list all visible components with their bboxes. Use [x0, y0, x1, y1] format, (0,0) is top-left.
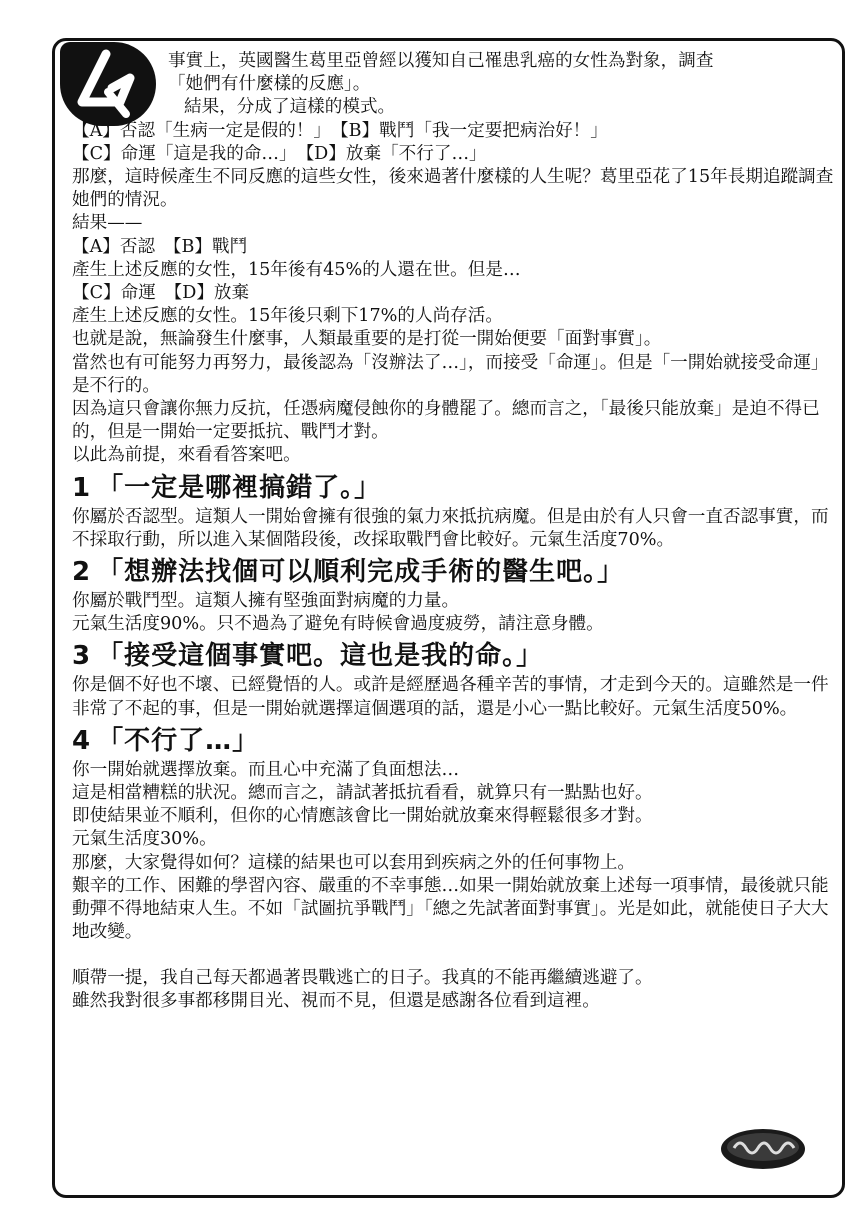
- pattern-line: 【A】否認「生病一定是假的！」 【B】戰鬥「我一定要把病治好！」: [72, 120, 608, 141]
- answer-text: 元氣生活度30%。: [72, 829, 217, 850]
- answer-title-text: 「不行了…」: [97, 725, 260, 756]
- answer-heading: [72, 472, 837, 504]
- paragraph: 也就是說，無論發生什麼事，人類最重要的是打從一開始便要「面對事實」。: [72, 329, 662, 350]
- answer-text: 那麼，大家覺得如何？這樣的結果也可以套用到疾病之外的任何事物上。: [72, 852, 636, 873]
- closing-line: 順帶一提，我自己每天都過著畏戰逃亡的日子。我真的不能再繼續逃避了。: [72, 967, 653, 988]
- answer-1: [72, 472, 837, 552]
- answer-title-text: 「想辦法找個可以順利完成手術的醫生吧。」: [97, 557, 625, 588]
- answer-heading: [72, 556, 837, 588]
- answer-number: 3: [72, 641, 92, 672]
- paragraph: 【A】否認 【B】戰鬥: [72, 236, 248, 257]
- intro-line: 事實上，英國醫生葛里亞曾經以獲知自己罹患乳癌的女性為對象，調查: [168, 51, 714, 71]
- answer-text: 你屬於否認型。這類人一開始會擁有很強的氣力來抵抗病魔。但是由於有人只會一直否認事實，而不採取行動，所以進入某個階段後，改採取戰鬥會比較好。元氣生活度70%。: [72, 506, 829, 550]
- study-results: [72, 166, 837, 468]
- paragraph: 當然也有可能努力再努力，最後認為「沒辦法了…」，而接受「命運」。但是「一開始就接受命運」是不行的。: [72, 352, 829, 396]
- answer-title-text: 「接受這個事實吧。這也是我的命。」: [97, 641, 544, 672]
- intro-section: [72, 50, 837, 120]
- intro-line: 「她們有什麼樣的反應」。: [168, 74, 371, 95]
- answer-title-text: 「一定是哪裡搞錯了。」: [97, 472, 382, 503]
- answer-4: [72, 725, 837, 945]
- paragraph: 產生上述反應的女性，15年後有45%的人還在世。但是…: [72, 259, 521, 280]
- paragraph: 那麼，這時候產生不同反應的這些女性，後來過著什麼樣的人生呢？葛里亞花了15年長期追蹤調查她們的情況。: [72, 167, 834, 211]
- paragraph: 因為這只會讓你無力反抗，任憑病魔侵蝕你的身體罷了。總而言之，「最後只能放棄」是迫不得已的，但是一開始一定要抵抗、戰鬥才對。: [72, 399, 820, 443]
- answer-text: 艱辛的工作、困難的學習內容、嚴重的不幸事態…如果一開始就放棄上述每一項事情，最後就只能動彈不得地結束人生。不如「試圖抗爭戰鬥」「總之先試著面對事實」。光是如此，就能使日子大大地改變。: [72, 875, 829, 943]
- answer-text: 這是相當糟糕的狀況。總而言之，請試著抵抗看看，就算只有一點點也好。: [72, 783, 653, 804]
- answer-2: [72, 556, 837, 636]
- signature-stamp-icon: [718, 1124, 808, 1174]
- answer-number: 1: [72, 472, 92, 503]
- paragraph: 產生上述反應的女性。15年後只剩下17%的人尚存活。: [72, 306, 503, 327]
- closing-note: [72, 967, 837, 1013]
- answer-text: 你是個不好也不壞、已經覺悟的人。或許是經歷過各種辛苦的事情，才走到今天的。這雖然是一件非常了不起的事，但是一開始就選擇這個選項的話，還是小心一點比較好。元氣生活度50%。: [72, 675, 829, 719]
- article-body: [72, 50, 837, 1013]
- answer-text: 你一開始就選擇放棄。而且心中充滿了負面想法…: [72, 759, 460, 780]
- pattern-list: [72, 120, 837, 166]
- answer-text: 你屬於戰鬥型。這類人擁有堅強面對病魔的力量。: [72, 591, 460, 612]
- page-margin: [0, 0, 46, 1209]
- answer-heading: [72, 725, 837, 757]
- answer-text: 元氣生活度90%。只不過為了避免有時候會過度疲勞，請注意身體。: [72, 614, 604, 635]
- paragraph: 結果——: [72, 213, 143, 234]
- answer-number: 2: [72, 557, 92, 588]
- closing-line: 雖然我對很多事都移開目光、視而不見，但還是感謝各位看到這裡。: [72, 990, 600, 1011]
- paragraph: 【C】命運 【D】放棄: [72, 283, 250, 304]
- answer-number: 4: [72, 725, 92, 756]
- answer-3: [72, 640, 837, 720]
- pattern-line: 【C】命運「這是我的命…」 【D】放棄「不行了…」: [72, 143, 487, 164]
- intro-line: 結果，分成了這樣的模式。: [184, 97, 396, 118]
- spacer: [72, 945, 837, 967]
- answer-text: 即使結果並不順利，但你的心情應該會比一開始就放棄來得輕鬆很多才對。: [72, 806, 653, 827]
- paragraph: 以此為前提，來看看答案吧。: [72, 445, 301, 466]
- answer-heading: [72, 640, 837, 672]
